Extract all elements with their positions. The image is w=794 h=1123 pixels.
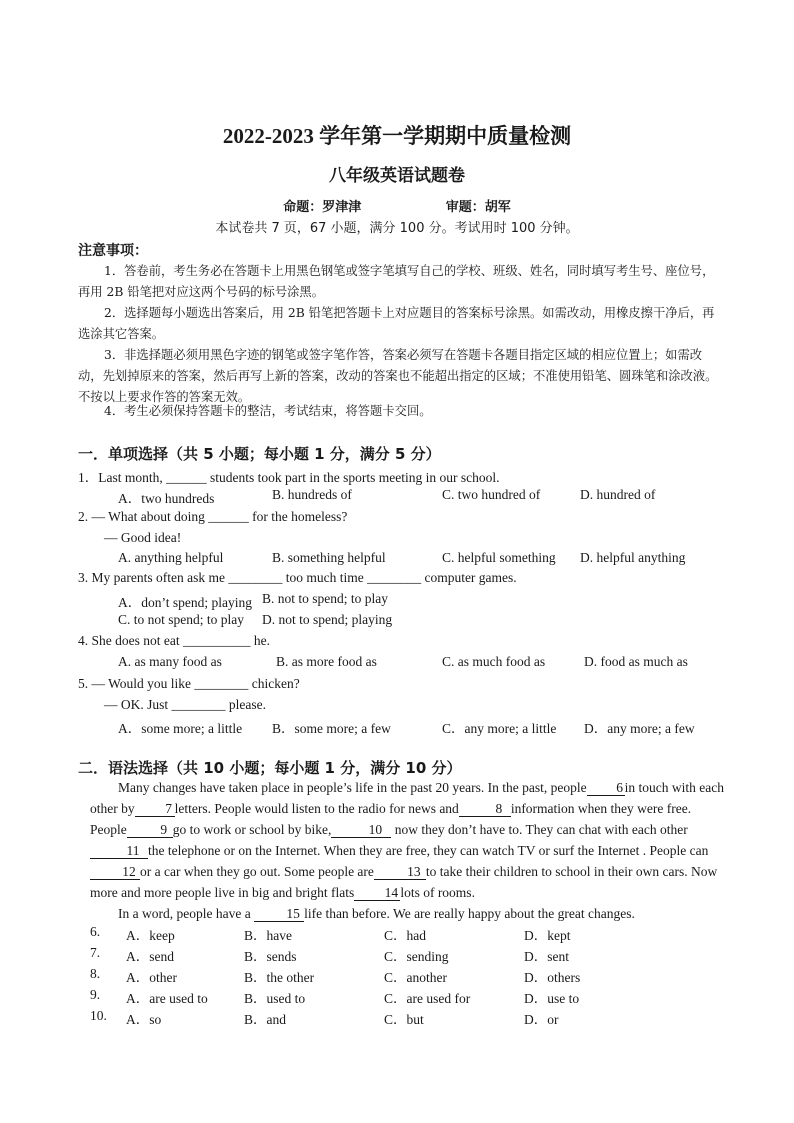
question-2-reply: — Good idea!	[104, 530, 182, 545]
choice-8-b: B．the other	[244, 970, 315, 985]
q3-option-c: C. to not spend; to play	[118, 612, 244, 627]
q1-option-a: A．two hundreds	[118, 491, 215, 506]
blank-13: 13	[374, 865, 426, 880]
q3-option-d: D. not to spend; playing	[262, 612, 393, 627]
passage-text: Many changes have taken place in people’s life in the past 20 years. In the past, people	[118, 780, 587, 795]
q1-option-b: B. hundreds of	[272, 487, 352, 502]
choice-9-a: A．are used to	[126, 991, 208, 1006]
choice-6-a: A．keep	[126, 928, 175, 943]
passage-text: information when they were free. People	[90, 801, 692, 837]
choice-10-d: D．or	[524, 1012, 559, 1027]
reviewer: 审题：胡军	[445, 200, 511, 215]
question-2-stem: 2. — What about doing ______ for the homeless?	[78, 509, 348, 524]
choice-6-c: C．had	[384, 928, 426, 943]
choice-10-c: C．but	[384, 1012, 424, 1027]
blank-14: 14	[354, 886, 400, 901]
blank-6: 6	[587, 781, 625, 796]
choice-6-d: D．kept	[524, 928, 571, 943]
passage-text: in touch with each other by	[90, 780, 724, 816]
passage-text: In a word, people have a	[118, 906, 251, 921]
blank-11: 11	[90, 844, 148, 859]
passage-text: to take their children to school in their own cars. Now more and more people live in big and bright flats	[90, 864, 718, 900]
section-1-title: 一．单项选择（共 5 小题；每小题 1 分，满分 5 分）	[78, 445, 441, 463]
cloze-passage	[90, 777, 724, 924]
choice-8-c: C．another	[384, 970, 447, 985]
q4-option-d: D. food as much as	[584, 654, 688, 669]
blank-12: 12	[90, 865, 140, 880]
notice-item-4: 4．考生必须保持答题卡的整洁，考试结束，将答题卡交回。	[104, 404, 432, 418]
q2-option-d: D. helpful anything	[580, 550, 686, 565]
q3-option-b: B. not to spend; to play	[262, 591, 388, 606]
question-3-stem: 3. My parents often ask me ________ too much time ________ computer games.	[78, 570, 517, 585]
q5-option-c: C．any more; a little	[442, 721, 557, 736]
cloze-paragraph-2	[90, 903, 724, 924]
notice-item-2: 2．选择题每小题选出答案后，用 2B 铅笔把答题卡上对应题目的答案标号涂黑。如需改动，用橡皮擦干净后，再选涂其它答案。	[78, 306, 715, 341]
question-1-stem: 1．Last month, ______ students took part in the sports meeting in our school.	[78, 470, 500, 485]
passage-text: now they don’t have to. They can chat with each other	[391, 822, 688, 837]
q4-option-a: A. as many food as	[118, 654, 222, 669]
choice-8-d: D．others	[524, 970, 581, 985]
blank-7: 7	[135, 802, 175, 817]
choice-9-d: D．use to	[524, 991, 580, 1006]
blank-9: 9	[127, 823, 173, 838]
passage-text: letters. People would listen to the radio for news and	[174, 801, 459, 816]
q4-option-b: B. as more food as	[276, 654, 377, 669]
q4-option-c: C. as much food as	[442, 654, 546, 669]
cloze-paragraph-1	[90, 777, 724, 903]
blank-10: 10	[331, 823, 391, 838]
q2-option-a: A. anything helpful	[118, 550, 224, 565]
blank-8: 8	[459, 802, 511, 817]
passage-text: the telephone or on the Internet. When they are free, they can watch TV or surf the Internet . People can	[148, 843, 709, 858]
section-2-title: 二．语法选择（共 10 小题；每小题 1 分，满分 10 分）	[78, 759, 462, 777]
choice-number: 8.	[90, 966, 101, 981]
q5-option-a: A．some more; a little	[118, 721, 243, 736]
exam-title: 2022-2023 学年第一学期期中质量检测	[222, 124, 572, 148]
question-5-stem: 5. — Would you like ________ chicken?	[78, 676, 300, 691]
choice-7-c: C．sending	[384, 949, 449, 964]
q1-option-d: D. hundred of	[580, 487, 656, 502]
notice-title: 注意事项：	[78, 243, 148, 259]
exam-info: 本试卷共 7 页，67 小题，满分 100 分。考试用时 100 分钟。	[215, 221, 579, 236]
notice-item-3: 3．非选择题必须用黑色字迹的钢笔或签字笔作答，答案必须写在答题卡各题目指定区域的相应位置上；如需改动，先划掉原来的答案，然后再写上新的答案，改动的答案也不能超出指定的区域；不准使用铅笔、圆珠笔和涂改液。不按以上要求作答的答案无效。	[78, 348, 718, 404]
q2-option-c: C. helpful something	[442, 550, 556, 565]
authors-line	[0, 196, 794, 215]
choice-number: 9.	[90, 987, 101, 1002]
choice-8-a: A．other	[126, 970, 177, 985]
choice-10-a: A．so	[126, 1012, 162, 1027]
choice-number: 10.	[90, 1008, 107, 1023]
passage-text: lots of rooms.	[400, 885, 475, 900]
q1-option-c: C. two hundred of	[442, 487, 541, 502]
choice-7-a: A．send	[126, 949, 174, 964]
question-5-reply: — OK. Just ________ please.	[104, 697, 266, 712]
notice-item-1: 1．答卷前，考生务必在答题卡上用黑色钢笔或签字笔填写自己的学校、班级、姓名，同时填写考生号、座位号，再用 2B 铅笔把对应这两个号码的标号涂黑。	[78, 264, 715, 299]
exam-subtitle: 八年级英语试题卷	[329, 166, 465, 186]
passage-text: go to work or school by bike,	[172, 822, 332, 837]
choice-10-b: B．and	[244, 1012, 286, 1027]
question-4-stem: 4. She does not eat __________ he.	[78, 633, 270, 648]
choice-7-d: D．sent	[524, 949, 569, 964]
choice-9-c: C．are used for	[384, 991, 471, 1006]
passage-text: or a car when they go out. Some people are	[140, 864, 374, 879]
blank-15: 15	[254, 907, 304, 922]
q5-option-d: D．any more; a few	[584, 721, 695, 736]
question-setter: 命题：罗津津	[283, 200, 362, 215]
choice-number: 6.	[90, 924, 101, 939]
passage-text: life than before. We are really happy about the great changes.	[304, 906, 635, 921]
q3-option-a: A．don’t spend; playing	[118, 595, 252, 610]
choice-9-b: B．used to	[244, 991, 306, 1006]
q2-option-b: B. something helpful	[272, 550, 386, 565]
choice-7-b: B．sends	[244, 949, 297, 964]
choice-number: 7.	[90, 945, 101, 960]
q5-option-b: B．some more; a few	[272, 721, 391, 736]
choice-6-b: B．have	[244, 928, 292, 943]
